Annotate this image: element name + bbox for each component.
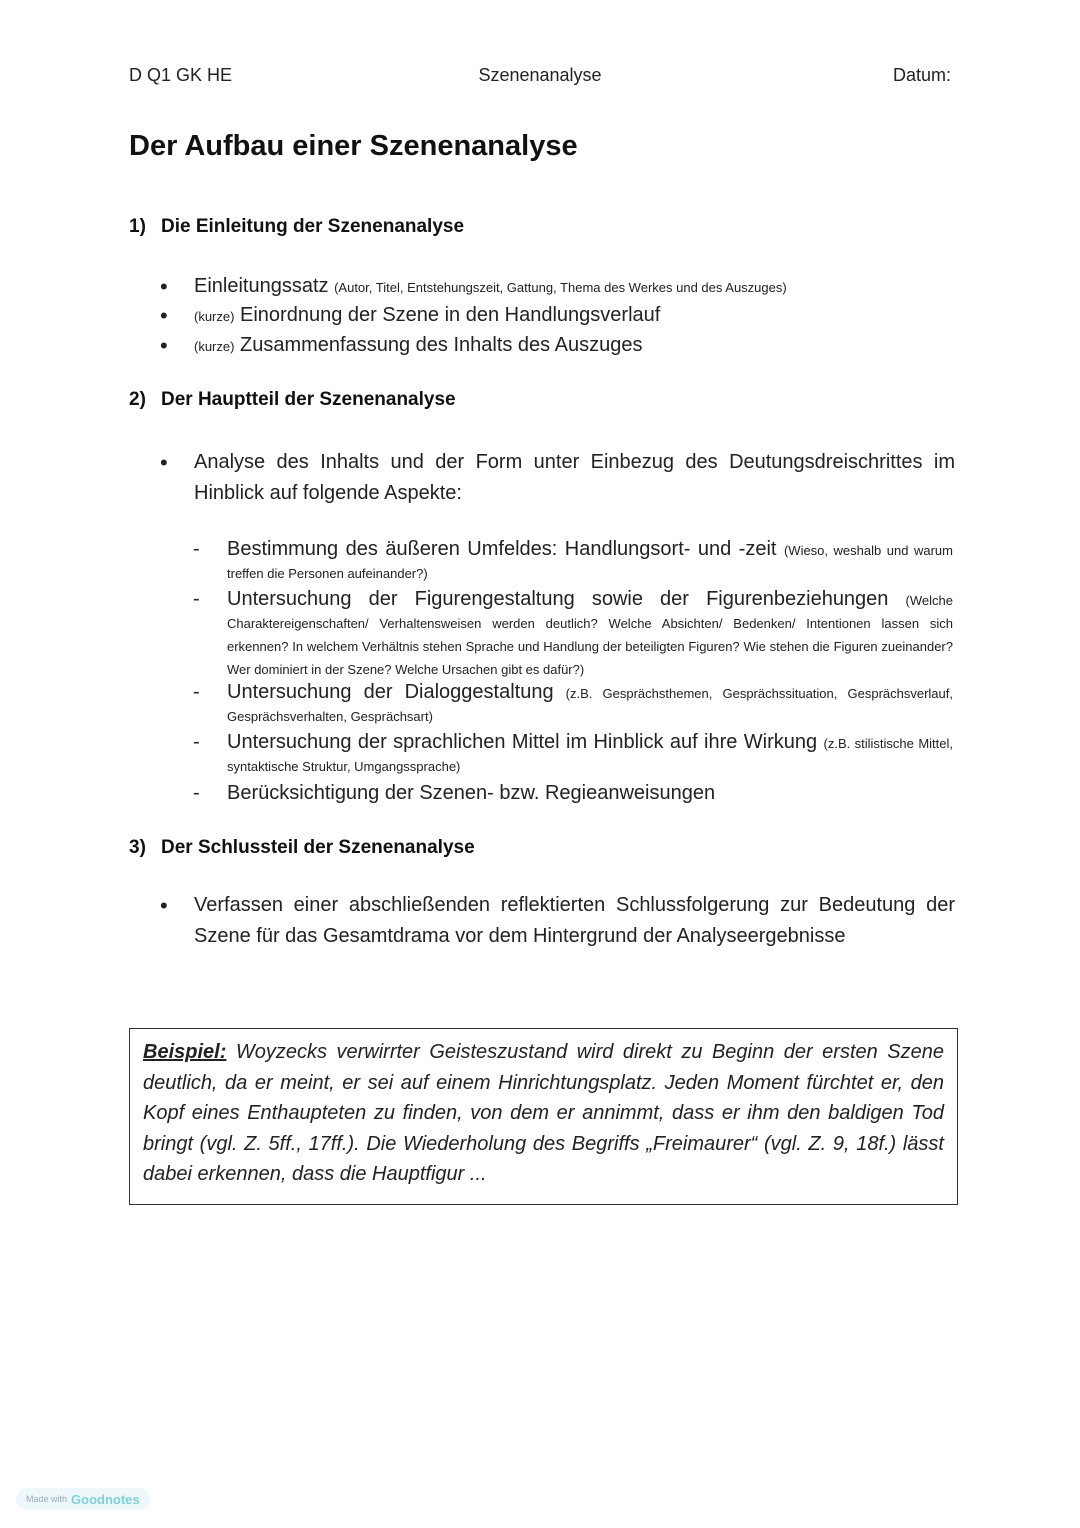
aspect-item	[193, 782, 953, 805]
aspect-text: Bestimmung des äußeren Umfeldes: Handlungsort- und -zeit	[227, 538, 777, 560]
course-label: D Q1 GK HE	[129, 65, 233, 85]
bullet-prefix: (kurze)	[194, 309, 235, 324]
list-item	[160, 890, 955, 952]
aspect-text: Untersuchung der sprachlichen Mittel im Hinblick auf ihre Wirkung	[227, 731, 818, 753]
aspect-item	[193, 588, 953, 680]
aspect-note: (Welche Charaktereigenschaften/ Verhaltensweisen werden deutlich? Welche Absichten/ Bedenken/ Intentionen lassen sich erkennen? In welchem Verhältnis stehen Sprache und Handlung der beteiligten Figuren? Wie stehen die Figuren zueinander? Wer dominiert in der Szene? Welche Ursachen gibt es dafür?)	[227, 593, 953, 677]
bullet-marker: •	[160, 333, 168, 358]
aspect-note: (Wieso, weshalb und warum treffen die Personen aufeinander?)	[227, 543, 953, 581]
section-number: 3)	[129, 837, 146, 858]
section-heading-schlussteil	[129, 837, 475, 859]
section-title: Die Einleitung der Szenenanalyse	[161, 216, 465, 237]
aspect-note: (z.B. Gesprächsthemen, Gesprächssituation, Gesprächsverlauf, Gesprächsverhalten, Gesprächsart)	[227, 686, 953, 724]
aspect-text: Untersuchung der Figurengestaltung sowie der Figurenbeziehungen	[227, 588, 889, 610]
example-label: Beispiel:	[143, 1041, 227, 1063]
example-box	[129, 1028, 958, 1205]
section-heading-hauptteil	[129, 389, 456, 411]
dash-marker: -	[193, 782, 200, 804]
dash-marker: -	[193, 681, 200, 703]
bullet-marker: •	[160, 274, 168, 299]
dash-marker: -	[193, 538, 200, 560]
list-item	[160, 271, 955, 303]
section-number: 1)	[129, 216, 146, 237]
bullet-text: Analyse des Inhalts und der Form unter Einbezug des Deutungsdreischrittes im Hinblick auf folgende Aspekte:	[194, 451, 955, 504]
topic-label: Szenenanalyse	[478, 65, 602, 85]
aspect-text: Untersuchung der Dialoggestaltung	[227, 681, 554, 703]
goodnotes-badge	[16, 1488, 150, 1510]
list-item	[160, 330, 955, 362]
section-title: Der Schlussteil der Szenenanalyse	[161, 837, 475, 858]
bullet-marker: •	[160, 450, 168, 475]
list-item	[160, 447, 955, 509]
aspect-note: (z.B. stilistische Mittel, syntaktische Struktur, Umgangssprache)	[227, 736, 953, 774]
aspect-text: Berücksichtigung der Szenen- bzw. Regieanweisungen	[227, 782, 716, 804]
aspect-item	[193, 681, 953, 727]
bullet-text: Zusammenfassung des Inhalts des Auszuges	[240, 334, 643, 356]
dash-marker: -	[193, 588, 200, 610]
section-title: Der Hauptteil der Szenenanalyse	[161, 389, 456, 410]
section-number: 2)	[129, 389, 146, 410]
page-title: Der Aufbau einer Szenenanalyse	[129, 130, 578, 162]
bullet-text: Einleitungssatz	[194, 275, 329, 297]
dash-marker: -	[193, 731, 200, 753]
aspect-item	[193, 538, 953, 584]
badge-brand: Goodnotes	[71, 1491, 140, 1507]
bullet-text: Einordnung der Szene in den Handlungsverlauf	[240, 304, 661, 326]
list-item	[160, 300, 955, 332]
section-heading-einleitung	[129, 216, 464, 238]
bullet-marker: •	[160, 303, 168, 328]
bullet-text: Verfassen einer abschließenden reflektierten Schlussfolgerung zur Bedeutung der Szene für das Gesamtdrama vor dem Hintergrund der Analyseergebnisse	[194, 894, 955, 947]
example-text: Woyzecks verwirrter Geisteszustand wird direkt zu Beginn der ersten Szene deutlich, da er meint, er sei auf einem Hinrichtungsplatz. Jeden Moment fürchtet er, den Kopf eines Enthaupteten zu finden, von dem er annimmt, dass er ihm den baldigen Tod bringt (vgl. Z. 5ff., 17ff.). Die Wiederholung des Begriffs „Freimaurer“ (vgl. Z. 9, 18f.) lässt dabei erkennen, dass die Hauptfigur ...	[143, 1041, 944, 1185]
bullet-note: (Autor, Titel, Entstehungszeit, Gattung, Thema des Werkes und des Auszuges)	[334, 280, 787, 295]
date-label: Datum:	[892, 65, 951, 85]
bullet-prefix: (kurze)	[194, 339, 235, 354]
aspect-item	[193, 731, 953, 777]
bullet-marker: •	[160, 893, 168, 918]
badge-made-with: Made with	[26, 1494, 68, 1504]
